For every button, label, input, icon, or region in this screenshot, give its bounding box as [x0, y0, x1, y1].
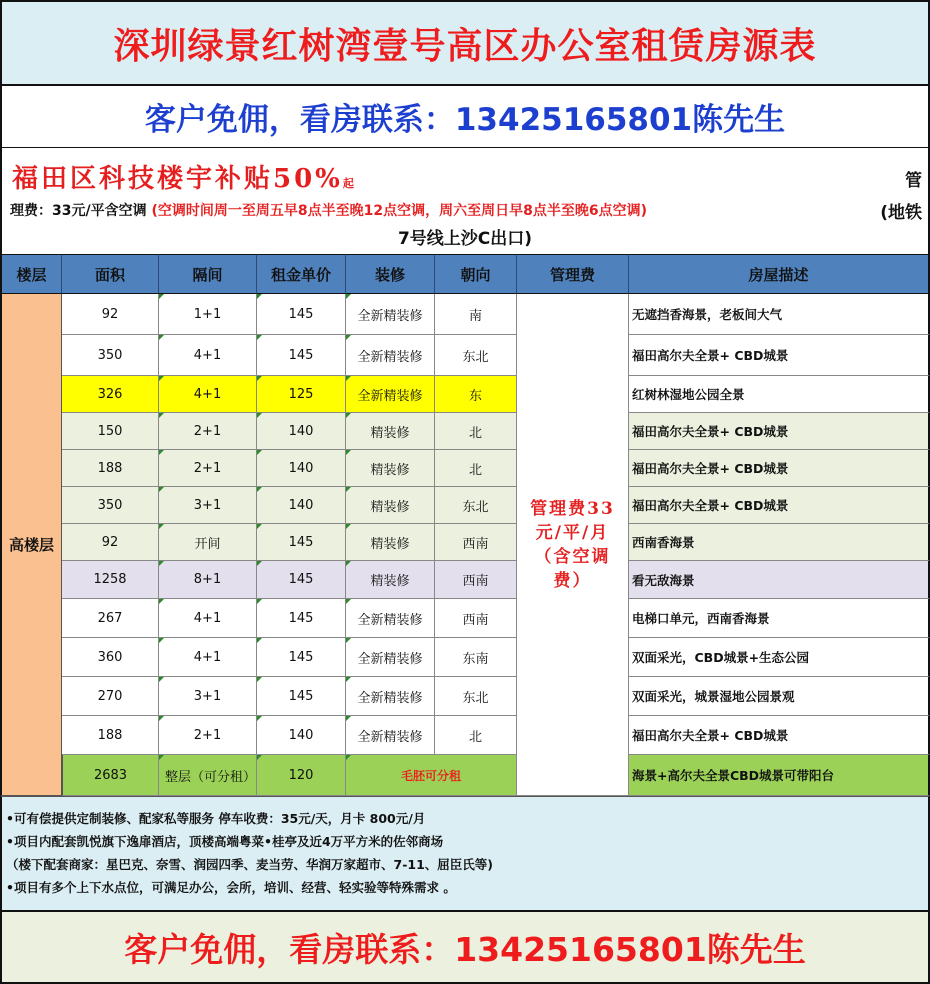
price-cell: 140 — [257, 716, 346, 755]
note-line: •项目有多个上下水点位，可满足办公，会所，培训、经营、轻实验等特殊需求 。 — [6, 880, 456, 895]
table-row — [62, 487, 930, 524]
decoration-cell: 全新精装修 — [346, 677, 435, 716]
table-row — [62, 638, 930, 677]
area-cell: 326 — [62, 376, 159, 413]
decoration-cell: 全新精装修 — [346, 376, 435, 413]
price-cell: 145 — [257, 335, 346, 376]
decoration-cell: 精装修 — [346, 450, 435, 487]
header-facing: 朝向 — [435, 254, 517, 294]
subsidy-text — [12, 158, 354, 195]
table-row — [62, 755, 930, 796]
price-cell: 125 — [257, 376, 346, 413]
price-cell: 145 — [257, 294, 346, 335]
layout-cell: 开间 — [159, 524, 257, 561]
decoration-cell: 全新精装修 — [346, 638, 435, 677]
area-cell: 92 — [62, 294, 159, 335]
table-row — [62, 561, 930, 599]
floor-label: 高楼层 — [0, 294, 62, 796]
price-cell: 145 — [257, 561, 346, 599]
note-line: •项目内配套凯悦旗下逸扉酒店，顶楼高端粤菜•桂亭及近4万平方米的佐邻商场 — [6, 834, 444, 849]
info-block — [0, 148, 930, 254]
table-row — [62, 294, 930, 335]
facing-cell: 东 — [435, 376, 517, 413]
decoration-cell: 精装修 — [346, 561, 435, 599]
area-cell: 350 — [62, 335, 159, 376]
area-cell: 270 — [62, 677, 159, 716]
contact-banner-bottom — [0, 910, 930, 984]
area-cell: 360 — [62, 638, 159, 677]
area-cell: 150 — [62, 413, 159, 450]
decoration-cell: 精装修 — [346, 487, 435, 524]
notes-block — [0, 796, 930, 910]
area-cell: 188 — [62, 450, 159, 487]
description-cell: 双面采光，CBD城景+生态公园 — [629, 638, 930, 677]
aircon-schedule: (空调时间周一至周五早8点半至晚12点空调，周六至周日早8点半至晚6点空调) — [151, 203, 647, 219]
contact-text-bottom: 客户免佣，看房联系：13425165801陈先生 — [124, 929, 806, 969]
description-cell: 福田高尔夫全景+ CBD城景 — [629, 716, 930, 755]
table-row — [62, 413, 930, 450]
area-cell: 267 — [62, 599, 159, 638]
table-row — [62, 450, 930, 487]
price-cell: 145 — [257, 677, 346, 716]
area-cell: 2683 — [62, 755, 159, 796]
layout-cell: 4+1 — [159, 335, 257, 376]
description-cell: 福田高尔夫全景+ CBD城景 — [629, 487, 930, 524]
facing-cell: 东南 — [435, 638, 517, 677]
table-row — [62, 376, 930, 413]
decoration-cell: 全新精装修 — [346, 294, 435, 335]
table-header — [0, 254, 930, 294]
decoration-cell: 毛胚可分租 — [346, 755, 517, 796]
fee-prefix: 理费：33元/平含空调 — [10, 203, 147, 219]
price-cell: 145 — [257, 524, 346, 561]
facing-cell: 北 — [435, 450, 517, 487]
metro-info: 7号线上沙C出口) — [397, 229, 533, 249]
mgmt-label-fragment: 管 — [905, 171, 922, 191]
facing-cell: 南 — [435, 294, 517, 335]
decoration-cell: 全新精装修 — [346, 599, 435, 638]
layout-cell: 2+1 — [159, 716, 257, 755]
description-cell: 无遮挡香海景，老板间大气 — [629, 294, 930, 335]
table-row — [62, 599, 930, 638]
price-cell: 140 — [257, 487, 346, 524]
table-row — [62, 716, 930, 755]
mgmt-fee-cell — [517, 294, 629, 796]
description-cell: 福田高尔夫全景+ CBD城景 — [629, 335, 930, 376]
layout-cell: 4+1 — [159, 599, 257, 638]
contact-banner-top — [0, 86, 930, 148]
decoration-cell: 全新精装修 — [346, 716, 435, 755]
area-cell: 92 — [62, 524, 159, 561]
fee-line — [10, 200, 647, 220]
facing-cell: 北 — [435, 413, 517, 450]
description-cell: 福田高尔夫全景+ CBD城景 — [629, 413, 930, 450]
decoration-cell: 精装修 — [346, 413, 435, 450]
table-row — [62, 524, 930, 561]
description-cell: 西南香海景 — [629, 524, 930, 561]
page-title: 深圳绿景红树湾壹号高区办公室租赁房源表 — [113, 25, 817, 67]
mgmt-fee-text: 管理费33元/平/月（含空调费） — [530, 498, 615, 591]
layout-cell: 2+1 — [159, 450, 257, 487]
header-floor: 楼层 — [0, 254, 62, 294]
description-cell: 看无敌海景 — [629, 561, 930, 599]
area-cell: 1258 — [62, 561, 159, 599]
header-mgmt-fee: 管理费 — [517, 254, 629, 294]
header-layout: 隔间 — [159, 254, 257, 294]
table-row — [62, 677, 930, 716]
facing-cell: 东北 — [435, 487, 517, 524]
header-price: 租金单价 — [257, 254, 346, 294]
layout-cell: 4+1 — [159, 376, 257, 413]
table-row — [62, 335, 930, 376]
layout-cell: 2+1 — [159, 413, 257, 450]
area-cell: 188 — [62, 716, 159, 755]
layout-cell: 1+1 — [159, 294, 257, 335]
description-cell: 电梯口单元，西南香海景 — [629, 599, 930, 638]
price-cell: 120 — [257, 755, 346, 796]
header-description: 房屋描述 — [629, 254, 930, 294]
subsidy-suffix: 起 — [342, 177, 354, 190]
facing-cell: 西南 — [435, 524, 517, 561]
area-cell: 350 — [62, 487, 159, 524]
header-area: 面积 — [62, 254, 159, 294]
subsidy-main: 福田区科技楼宇补贴50% — [12, 164, 343, 194]
facing-cell: 西南 — [435, 561, 517, 599]
facing-cell: 东北 — [435, 335, 517, 376]
layout-cell: 3+1 — [159, 677, 257, 716]
layout-cell: 整层（可分租） — [159, 755, 257, 796]
note-line: （楼下配套商家：星巴克、奈雪、润园四季、麦当劳、华润万家超市、7-11、屈臣氏等) — [6, 857, 493, 872]
description-cell: 双面采光，城景湿地公园景观 — [629, 677, 930, 716]
contact-text-top: 客户免佣，看房联系：13425165801陈先生 — [144, 102, 786, 138]
note-line: •可有偿提供定制装修、配家私等服务 停车收费：35元/天，月卡 800元/月 — [6, 811, 426, 826]
description-cell: 海景+高尔夫全景CBD城景可带阳台 — [629, 755, 930, 796]
layout-cell: 4+1 — [159, 638, 257, 677]
metro-fragment: (地铁 — [880, 203, 922, 223]
description-cell: 福田高尔夫全景+ CBD城景 — [629, 450, 930, 487]
price-cell: 145 — [257, 638, 346, 677]
layout-cell: 8+1 — [159, 561, 257, 599]
description-cell: 红树林湿地公园全景 — [629, 376, 930, 413]
price-cell: 145 — [257, 599, 346, 638]
facing-cell: 东北 — [435, 677, 517, 716]
facing-cell: 北 — [435, 716, 517, 755]
decoration-cell: 精装修 — [346, 524, 435, 561]
header-decoration: 装修 — [346, 254, 435, 294]
layout-cell: 3+1 — [159, 487, 257, 524]
title-banner — [0, 0, 930, 86]
price-cell: 140 — [257, 450, 346, 487]
facing-cell: 西南 — [435, 599, 517, 638]
decoration-cell: 全新精装修 — [346, 335, 435, 376]
price-cell: 140 — [257, 413, 346, 450]
